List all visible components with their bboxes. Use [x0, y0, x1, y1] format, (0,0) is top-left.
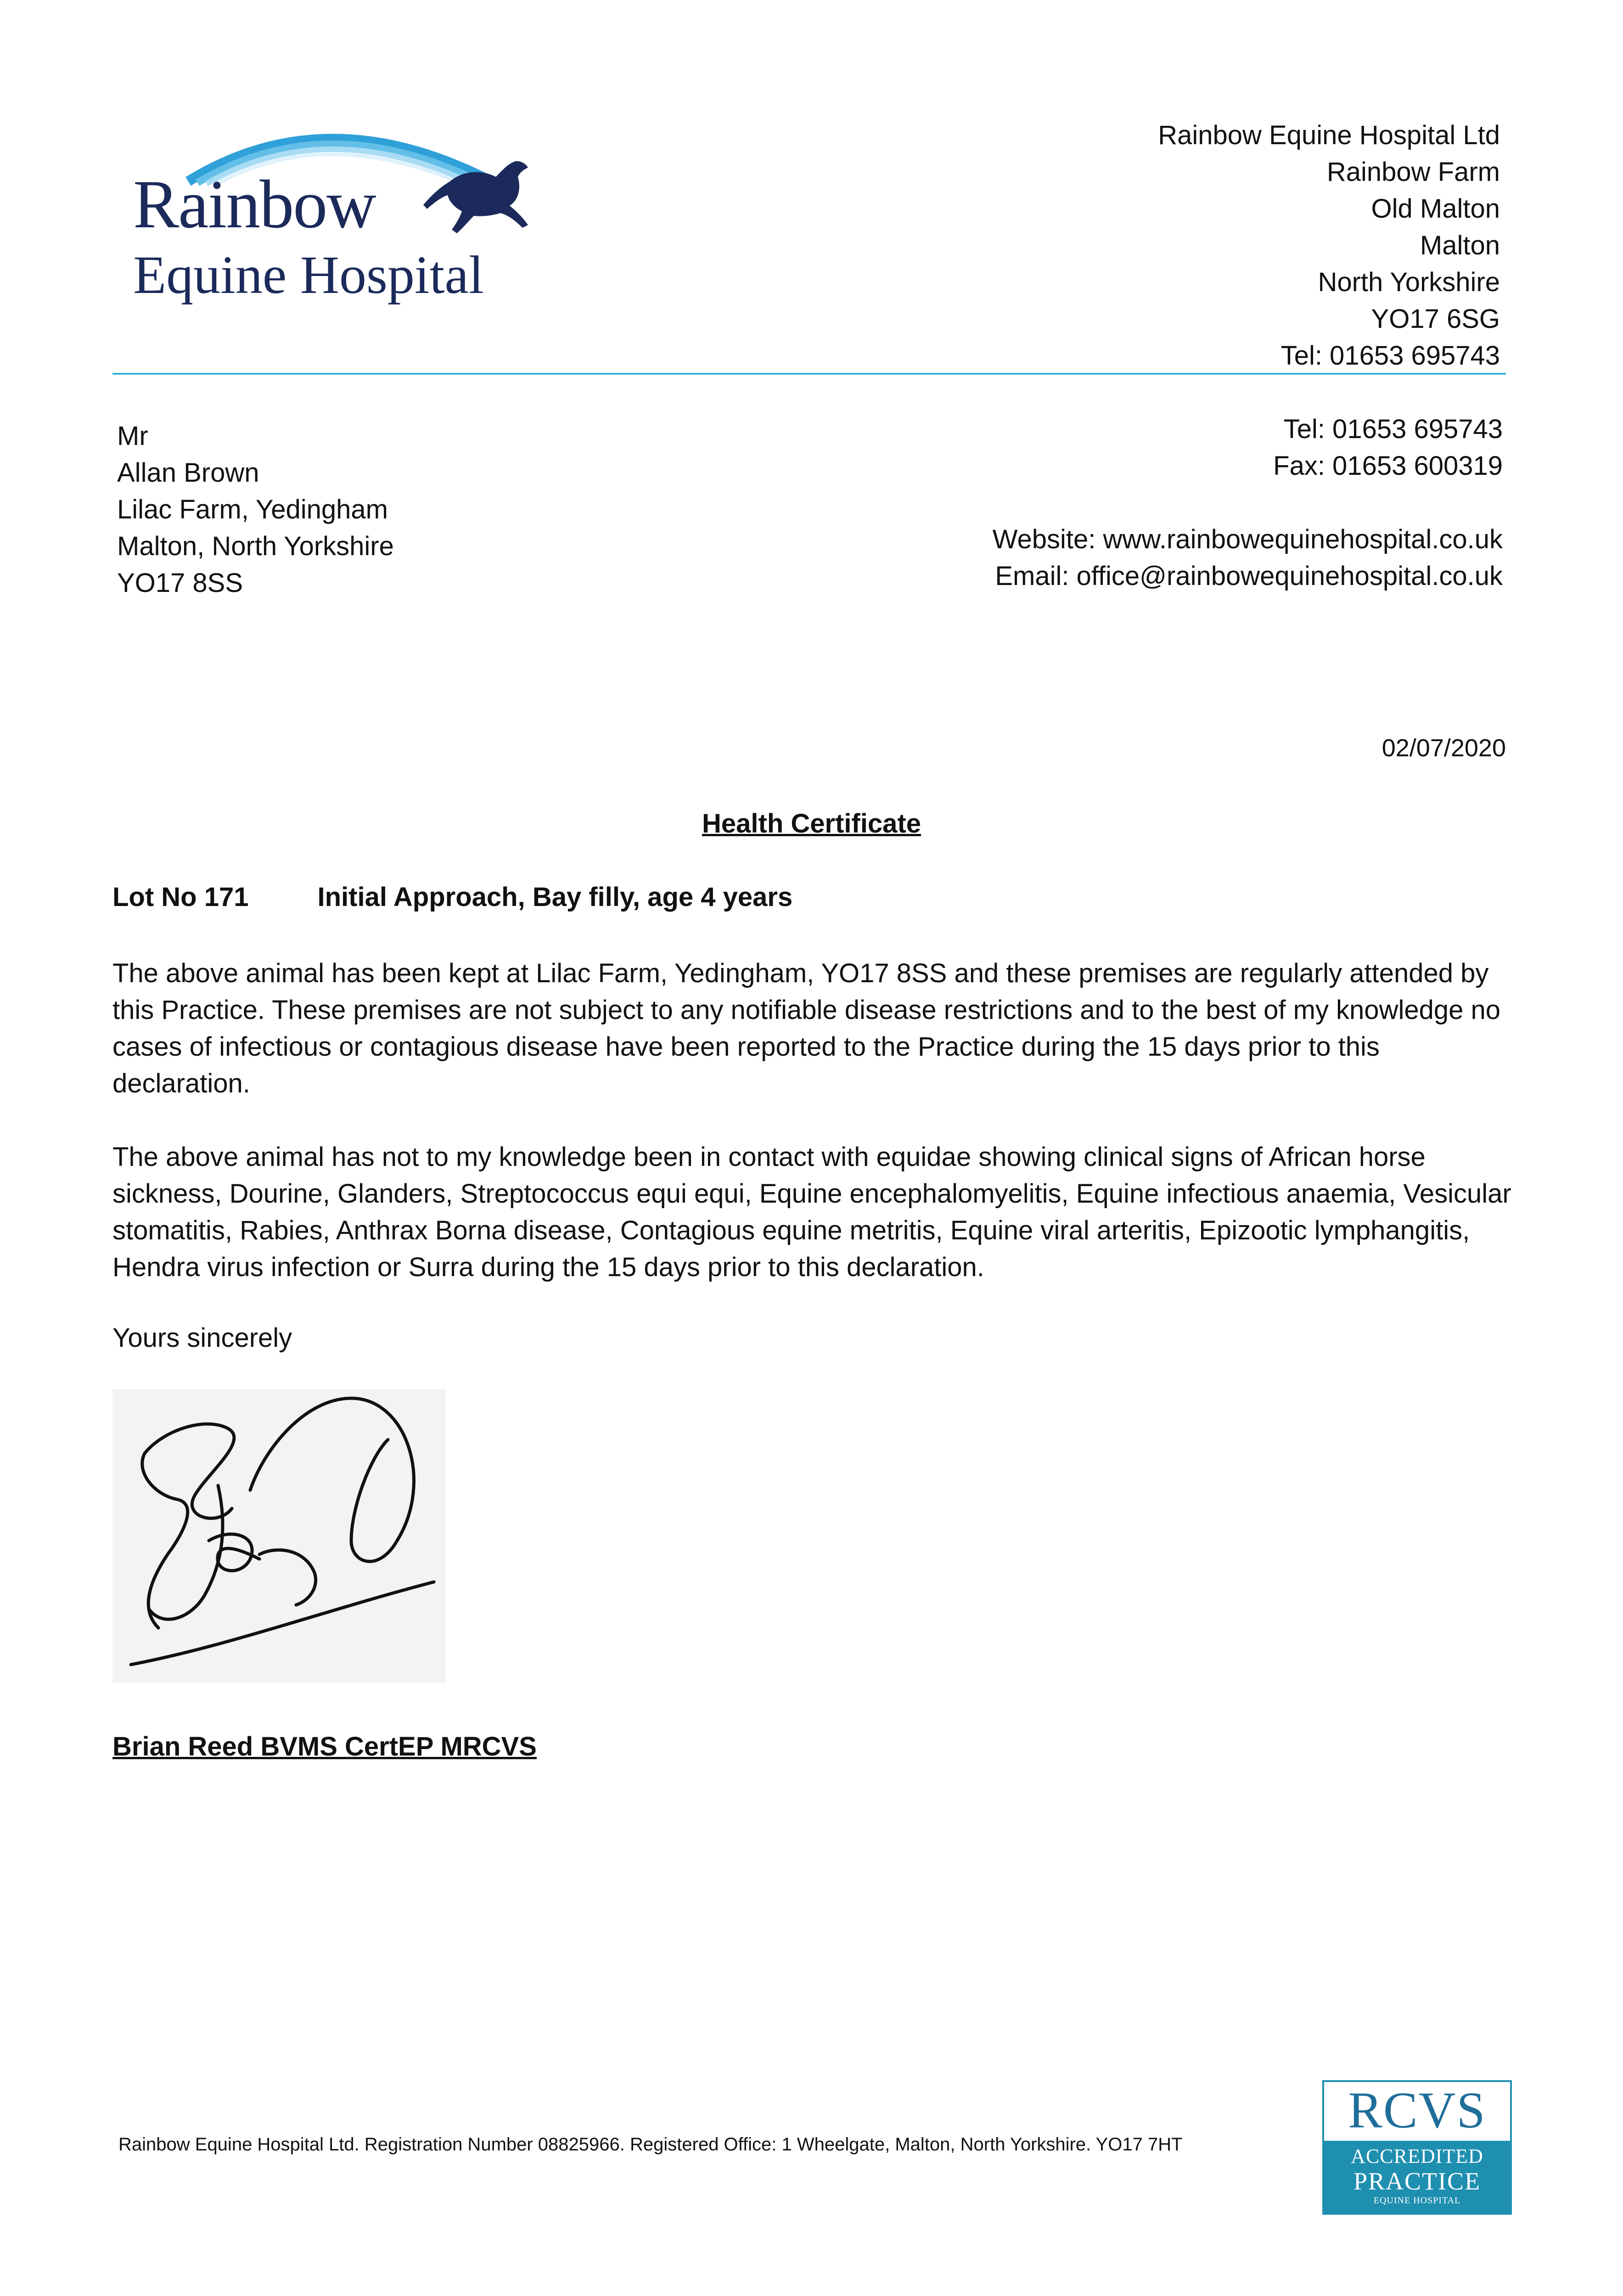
signatory-name: Brian Reed BVMS CertEP MRCVS: [112, 1732, 537, 1761]
closing: Yours sincerely: [112, 1323, 292, 1353]
footer-registration: Rainbow Equine Hospital Ltd. Registration Number 08825966. Registered Office: 1 Wheelgate, Malton, North Yorkshire. YO17 7HT: [118, 2134, 1183, 2155]
recipient-address: [117, 418, 394, 602]
contact-website[interactable]: Website: www.rainbowequinehospital.co.uk: [992, 524, 1503, 554]
rcvs-accreditation-badge: [1322, 2080, 1512, 2215]
recipient-line: Malton, North Yorkshire: [117, 531, 394, 561]
body-paragraph-1: The above animal has been kept at Lilac Farm, Yedingham, YO17 8SS and these premises are regularly attended by this Practice. These premises are not subject to any notifiable disease restrictions and to the best of my knowledge no cases of infectious or contagious disease have been reported to the Practice during the 15 days prior to this declaration.: [112, 958, 1500, 1098]
lot-number: Lot No 171: [112, 882, 249, 912]
contact-fax: Fax: 01653 600319: [1273, 451, 1503, 481]
address-line: YO17 6SG: [1371, 304, 1500, 334]
recipient-line: Mr: [117, 421, 148, 451]
contact-email[interactable]: Email: office@rainbowequinehospital.co.uk: [995, 561, 1503, 591]
address-line: North Yorkshire: [1318, 267, 1500, 297]
contact-tel: Tel: 01653 695743: [1283, 414, 1503, 444]
hospital-address: [1158, 117, 1500, 374]
signature-image: [112, 1389, 445, 1683]
rcvs-band: [1324, 2141, 1510, 2213]
recipient-line: Lilac Farm, Yedingham: [117, 495, 388, 524]
rainbow-logo: [133, 101, 569, 321]
header-divider: [112, 373, 1506, 375]
recipient-line: Allan Brown: [117, 458, 259, 488]
address-line: Rainbow Farm: [1326, 157, 1500, 187]
rcvs-accredited: ACCREDITED: [1351, 2145, 1483, 2167]
rcvs-equine-hospital: EQUINE HOSPITAL: [1373, 2195, 1461, 2206]
address-line: Rainbow Equine Hospital Ltd: [1158, 120, 1500, 150]
address-line: Malton: [1420, 231, 1500, 260]
rcvs-practice: PRACTICE: [1353, 2167, 1481, 2195]
logo-text-rainbow: Rainbow: [133, 166, 376, 242]
rcvs-logo: RCVS: [1348, 2082, 1486, 2139]
document-title: Health Certificate: [702, 809, 921, 838]
lot-description: Initial Approach, Bay filly, age 4 years: [317, 882, 793, 912]
recipient-line: YO17 8SS: [117, 568, 243, 598]
lot-line: [112, 882, 792, 912]
address-line: Tel: 01653 695743: [1280, 341, 1500, 371]
address-line: Old Malton: [1371, 194, 1500, 224]
logo-text-equine-hospital: Equine Hospital: [133, 245, 484, 305]
contact-details: [993, 411, 1503, 595]
body-paragraph-2: The above animal has not to my knowledge been in contact with equidae showing clinical signs of African horse sickness, Dourine, Glanders, Streptococcus equi equi, Equine encephalomyelitis, Equine infectious anaemia, Vesicular stomatitis, Rabies, Anthrax Borna disease, Contagious equine metritis, Equine viral arteritis, Epizootic lymphangitis, Hendra virus infection or Surra during the 15 days prior to this declaration.: [112, 1142, 1511, 1282]
letter-date: 02/07/2020: [1382, 734, 1506, 762]
signature-icon: [112, 1389, 445, 1683]
